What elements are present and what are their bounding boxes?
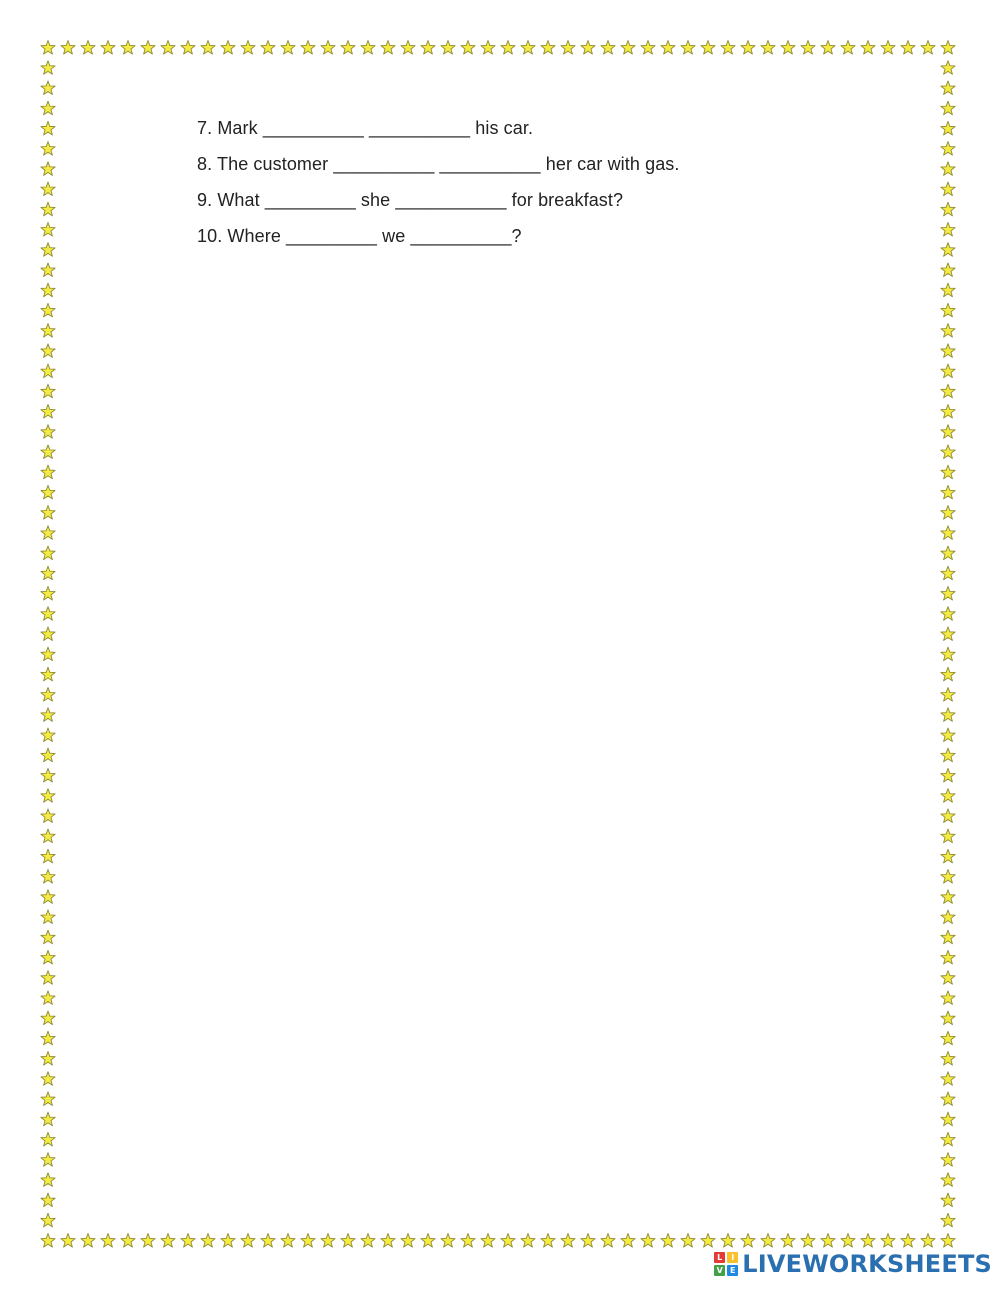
star-icon <box>941 41 955 55</box>
star-icon <box>881 41 895 55</box>
star-icon <box>661 41 675 55</box>
star-icon <box>941 930 955 944</box>
star-icon <box>41 425 55 439</box>
star-icon <box>941 243 955 257</box>
question-10: 10. Where _________ we __________? <box>197 226 522 246</box>
star-icon <box>41 910 55 924</box>
star-icon <box>941 263 955 277</box>
star-icon <box>121 41 135 55</box>
star-icon <box>41 1011 55 1025</box>
star-icon <box>41 81 55 95</box>
star-icon <box>941 1092 955 1106</box>
star-icon <box>541 41 555 55</box>
star-icon <box>121 1234 135 1248</box>
star-icon <box>941 101 955 115</box>
star-icon <box>881 1234 895 1248</box>
star-icon <box>41 1234 55 1248</box>
star-icon <box>41 728 55 742</box>
star-icon <box>501 1234 515 1248</box>
star-icon <box>941 870 955 884</box>
star-icon <box>941 202 955 216</box>
star-icon <box>701 1234 715 1248</box>
star-icon <box>541 1234 555 1248</box>
star-icon <box>941 485 955 499</box>
question-8: 8. The customer __________ __________ her car with gas. <box>197 154 680 174</box>
star-icon <box>941 1234 955 1248</box>
star-icon <box>941 829 955 843</box>
star-icon <box>41 1092 55 1106</box>
star-icon <box>941 1052 955 1066</box>
star-icon <box>361 41 375 55</box>
star-icon <box>101 41 115 55</box>
star-icon <box>41 162 55 176</box>
star-icon <box>41 41 55 55</box>
star-icon <box>941 789 955 803</box>
star-icon <box>941 607 955 621</box>
star-icon <box>41 607 55 621</box>
star-icon <box>941 1173 955 1187</box>
star-icon <box>321 41 335 55</box>
star-icon <box>41 870 55 884</box>
star-icon <box>621 1234 635 1248</box>
star-icon <box>941 142 955 156</box>
star-icon <box>941 364 955 378</box>
star-icon <box>341 1234 355 1248</box>
star-icon <box>281 41 295 55</box>
star-icon <box>381 41 395 55</box>
star-icon <box>301 1234 315 1248</box>
star-icon <box>861 1234 875 1248</box>
star-icon <box>941 890 955 904</box>
star-icon <box>301 41 315 55</box>
star-icon <box>41 566 55 580</box>
star-icon <box>41 627 55 641</box>
star-icon <box>461 41 475 55</box>
star-icon <box>41 789 55 803</box>
star-icon <box>941 445 955 459</box>
star-icon <box>41 344 55 358</box>
star-icon <box>941 81 955 95</box>
star-icon <box>61 41 75 55</box>
star-icon <box>41 647 55 661</box>
star-icon <box>581 41 595 55</box>
star-icon <box>41 1132 55 1146</box>
logo-block-v: V <box>714 1265 725 1276</box>
star-icon <box>101 1234 115 1248</box>
star-icon <box>781 41 795 55</box>
star-icon <box>941 566 955 580</box>
star-icon <box>921 1234 935 1248</box>
logo-block-i: I <box>727 1252 738 1263</box>
star-icon <box>461 1234 475 1248</box>
star-icon <box>641 41 655 55</box>
star-icon <box>41 1031 55 1045</box>
star-icon <box>141 1234 155 1248</box>
star-icon <box>941 991 955 1005</box>
star-icon <box>41 384 55 398</box>
star-icon <box>421 1234 435 1248</box>
star-icon <box>61 1234 75 1248</box>
star-icon <box>201 1234 215 1248</box>
star-icon <box>181 41 195 55</box>
star-icon <box>41 1112 55 1126</box>
star-icon <box>41 303 55 317</box>
star-icon <box>621 41 635 55</box>
star-icon <box>761 41 775 55</box>
star-icon <box>41 243 55 257</box>
star-icon <box>781 1234 795 1248</box>
star-icon <box>441 41 455 55</box>
star-icon <box>941 910 955 924</box>
star-icon <box>941 708 955 722</box>
star-icon <box>601 1234 615 1248</box>
star-icon <box>41 263 55 277</box>
star-icon <box>41 445 55 459</box>
star-icon <box>421 41 435 55</box>
star-icon <box>41 1153 55 1167</box>
star-icon <box>941 283 955 297</box>
star-icon <box>41 930 55 944</box>
star-icon <box>941 748 955 762</box>
star-icon <box>801 41 815 55</box>
question-9: 9. What _________ she ___________ for breakfast? <box>197 190 624 210</box>
star-icon <box>941 1031 955 1045</box>
star-icon <box>821 1234 835 1248</box>
star-icon <box>41 971 55 985</box>
star-icon <box>941 1153 955 1167</box>
logo-blocks-icon <box>714 1252 738 1276</box>
star-icon <box>561 1234 575 1248</box>
star-icon <box>941 162 955 176</box>
star-icon <box>401 1234 415 1248</box>
star-icon <box>361 1234 375 1248</box>
star-icon <box>941 182 955 196</box>
star-icon <box>41 688 55 702</box>
star-icon <box>41 1213 55 1227</box>
star-icon <box>661 1234 675 1248</box>
star-icon <box>41 506 55 520</box>
star-icon <box>161 1234 175 1248</box>
star-icon <box>221 41 235 55</box>
star-icon <box>221 1234 235 1248</box>
star-icon <box>841 1234 855 1248</box>
star-icon <box>41 546 55 560</box>
star-icon <box>41 991 55 1005</box>
star-icon <box>41 1193 55 1207</box>
star-icon <box>941 586 955 600</box>
star-icon <box>41 890 55 904</box>
star-icon <box>721 1234 735 1248</box>
star-icon <box>41 586 55 600</box>
star-icon <box>41 768 55 782</box>
star-icon <box>641 1234 655 1248</box>
star-icon <box>941 546 955 560</box>
star-icon <box>941 1193 955 1207</box>
question-7: 7. Mark __________ __________ his car. <box>197 118 534 138</box>
star-icon <box>41 465 55 479</box>
star-icon <box>941 121 955 135</box>
star-icon <box>321 1234 335 1248</box>
star-icon <box>941 303 955 317</box>
star-icon <box>41 121 55 135</box>
star-icon <box>941 688 955 702</box>
star-icon <box>601 41 615 55</box>
question-list <box>197 113 897 257</box>
star-icon <box>41 202 55 216</box>
star-icon <box>561 41 575 55</box>
star-icon <box>941 526 955 540</box>
star-icon <box>941 1011 955 1025</box>
star-icon <box>941 465 955 479</box>
star-icon <box>801 1234 815 1248</box>
star-icon <box>41 1173 55 1187</box>
star-icon <box>701 41 715 55</box>
star-icon <box>261 1234 275 1248</box>
star-icon <box>941 1213 955 1227</box>
star-icon <box>741 1234 755 1248</box>
star-icon <box>941 425 955 439</box>
star-icon <box>941 506 955 520</box>
star-icon <box>821 41 835 55</box>
star-icon <box>941 849 955 863</box>
star-icon <box>721 41 735 55</box>
star-icon <box>241 1234 255 1248</box>
star-icon <box>941 1072 955 1086</box>
star-icon <box>941 404 955 418</box>
star-icon <box>941 384 955 398</box>
star-icon <box>41 182 55 196</box>
star-icon <box>41 526 55 540</box>
star-icon <box>941 728 955 742</box>
star-icon <box>41 364 55 378</box>
star-icon <box>681 41 695 55</box>
star-icon <box>941 667 955 681</box>
star-icon <box>941 222 955 236</box>
star-icon <box>941 768 955 782</box>
star-icon <box>841 41 855 55</box>
star-icon <box>861 41 875 55</box>
star-icon <box>81 1234 95 1248</box>
logo-block-l: L <box>714 1252 725 1263</box>
star-icon <box>241 41 255 55</box>
star-icon <box>41 1052 55 1066</box>
star-icon <box>761 1234 775 1248</box>
star-icon <box>521 41 535 55</box>
star-icon <box>941 1112 955 1126</box>
star-icon <box>501 41 515 55</box>
star-icon <box>741 41 755 55</box>
star-icon <box>481 41 495 55</box>
star-icon <box>941 344 955 358</box>
star-icon <box>41 809 55 823</box>
star-icon <box>81 41 95 55</box>
star-icon <box>161 41 175 55</box>
star-icon <box>941 324 955 338</box>
star-icon <box>901 41 915 55</box>
brand-text: LIVEWORKSHEETS <box>742 1250 992 1278</box>
star-icon <box>41 283 55 297</box>
star-icon <box>41 849 55 863</box>
star-icon <box>41 142 55 156</box>
star-icon <box>941 61 955 75</box>
star-icon <box>41 950 55 964</box>
star-icon <box>41 485 55 499</box>
star-icon <box>141 41 155 55</box>
star-icon <box>521 1234 535 1248</box>
star-icon <box>941 627 955 641</box>
star-icon <box>941 1132 955 1146</box>
star-icon <box>381 1234 395 1248</box>
star-icon <box>401 41 415 55</box>
star-icon <box>41 667 55 681</box>
logo-block-e: E <box>727 1265 738 1276</box>
star-icon <box>41 708 55 722</box>
star-icon <box>41 324 55 338</box>
star-icon <box>181 1234 195 1248</box>
star-icon <box>281 1234 295 1248</box>
star-icon <box>681 1234 695 1248</box>
star-icon <box>941 647 955 661</box>
star-icon <box>341 41 355 55</box>
star-icon <box>901 1234 915 1248</box>
star-icon <box>41 829 55 843</box>
star-icon <box>41 404 55 418</box>
star-icon <box>261 41 275 55</box>
liveworksheets-logo <box>714 1249 992 1279</box>
star-icon <box>941 809 955 823</box>
star-icon <box>941 950 955 964</box>
star-icon <box>481 1234 495 1248</box>
star-icon <box>41 61 55 75</box>
star-icon <box>41 101 55 115</box>
star-icon <box>201 41 215 55</box>
star-icon <box>441 1234 455 1248</box>
star-icon <box>921 41 935 55</box>
star-icon <box>41 748 55 762</box>
star-icon <box>41 222 55 236</box>
star-icon <box>941 971 955 985</box>
star-icon <box>581 1234 595 1248</box>
star-icon <box>41 1072 55 1086</box>
